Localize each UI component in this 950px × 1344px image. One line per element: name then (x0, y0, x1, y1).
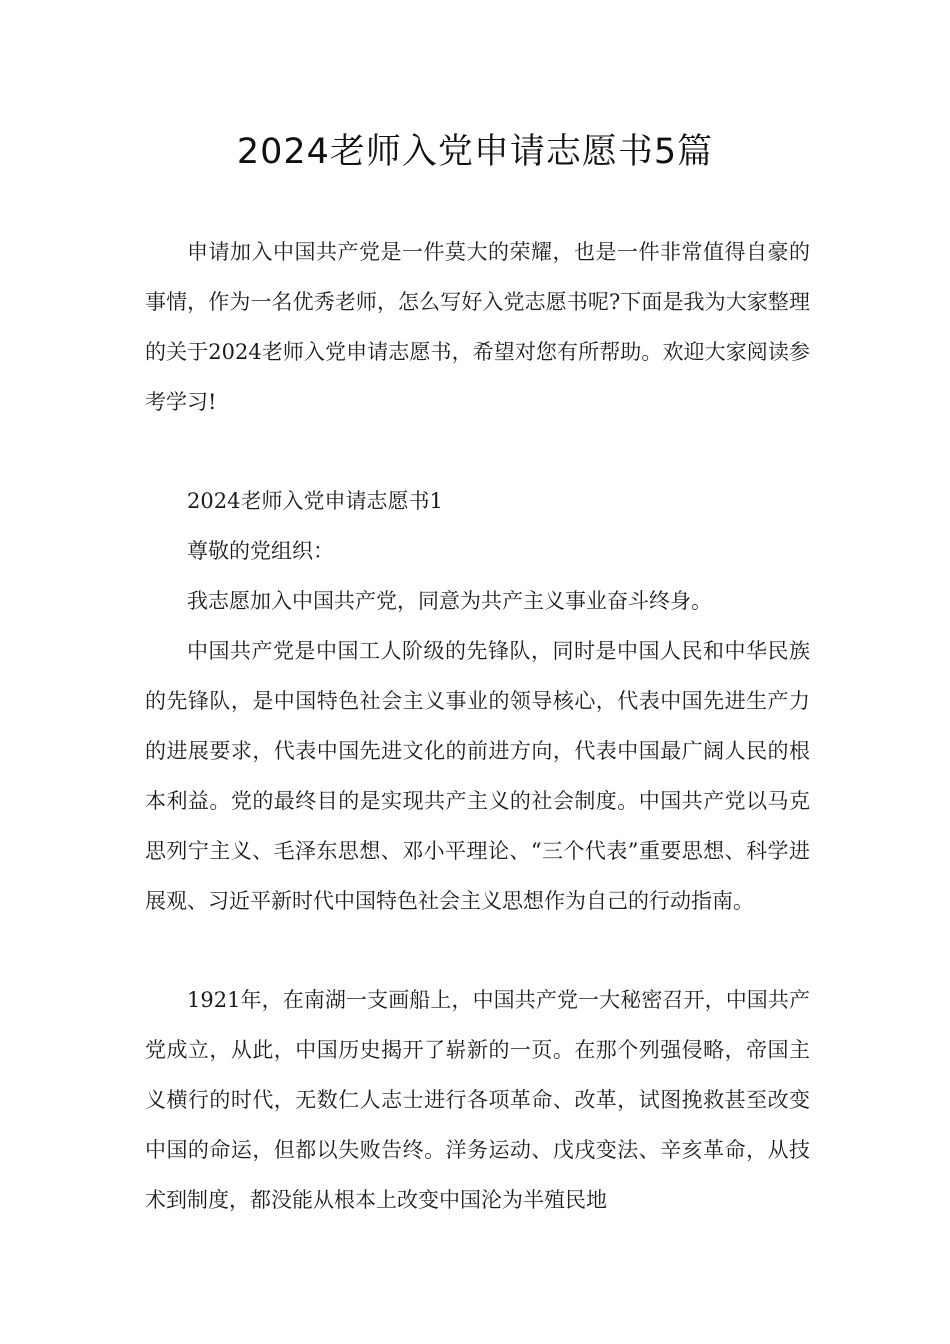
body-paragraph: 中国共产党是中国工人阶级的先锋队，同时是中国人民和中华民族的先锋队，是中国特色社会主义事业的领导核心，代表中国先进生产力的进展要求，代表中国先进文化的前进方向，代表中国最广阔人民的根本利益。党的最终目的是实现共产主义的社会制度。中国共产党以马克思列宁主义、毛泽东思想、邓小平理论、“三个代表”重要思想、科学进展观、习近平新时代中国特色社会主义思想作为自己的行动指南。 (145, 639, 810, 913)
body-paragraph: 1921年，在南湖一支画船上，中国共产党一大秘密召开，中国共产党成立，从此，中国历史揭开了崭新的一页。在那个列强侵略，帝国主义横行的时代，无数仁人志士进行各项革命、改革，试图挽救甚至改变中国的命运，但都以失败告终。洋务运动、戊戌变法、辛亥革命，从技术到制度，都没能从根本上改变中国沦为半殖民地 (145, 988, 810, 1212)
document-title: 2024老师入党申请志愿书5篇 (236, 132, 714, 172)
body-paragraph: 我志愿加入中国共产党，同意为共产主义事业奋斗终身。 (187, 589, 712, 613)
intro-paragraph: 申请加入中国共产党是一件莫大的荣耀，也是一件非常值得自豪的事情，作为一名优秀老师，怎么写好入党志愿书呢?下面是我为大家整理的关于2024老师入党申请志愿书，希望对您有所帮助。欢迎大家阅读参考学习! (145, 240, 810, 414)
section-title: 2024老师入党申请志愿书1 (187, 489, 443, 513)
salutation: 尊敬的党组织： (187, 539, 334, 563)
